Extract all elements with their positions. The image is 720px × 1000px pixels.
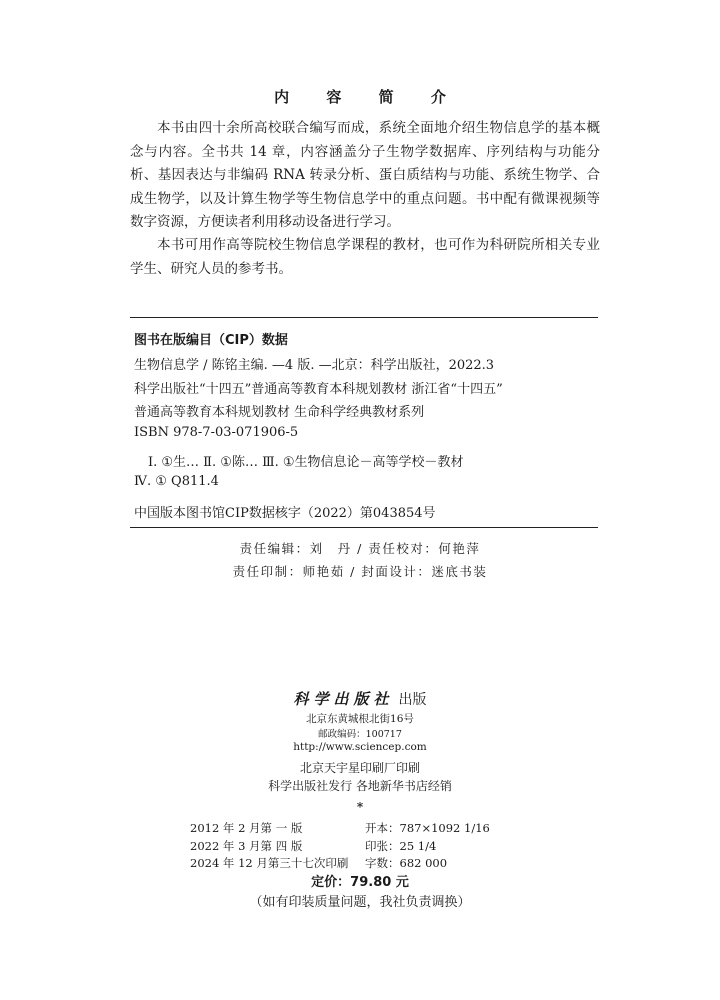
price-line — [0, 871, 720, 890]
publisher-suffix: 出版 — [398, 692, 427, 708]
edition-row-3 — [190, 855, 447, 871]
edition-1-format: 开本：787×1092 1/16 — [365, 821, 490, 835]
quality-notice: （如有印装质量问题，我社负责调换） — [249, 895, 471, 910]
publisher-postcode: 邮政编码：100717 — [318, 729, 402, 740]
cip-bottom-rule — [130, 527, 598, 528]
edition-3-date: 2024 年 12 月第三十七次印刷 — [190, 856, 349, 870]
summary-paragraph-1: 本书由四十余所高校联合编写而成，系统全面地介绍生物信息学的基本概念与内容。全书共 14 章，内容涵盖分子生物学数据库、序列结构与功能分析、基因表达与非编码 RNA 转录分析、蛋白质结构与功能、系统生物学、合成生物学，以及计算生物学等生物信息学中的重点问题。书中配有微课视频等数字资源，方便读者利用移动设备进行学习。 — [130, 120, 600, 230]
distribution-line: 科学出版社发行 各地新华书店经销 — [268, 779, 452, 793]
publisher-line — [0, 688, 720, 709]
publisher-address: 北京东黄城根北街16号 — [306, 713, 414, 725]
cip-line-title: 生物信息学 / 陈铭主编. —4 版. —北京：科学出版社，2022.3 — [134, 358, 495, 373]
publisher-website: http://www.sciencep.com — [293, 741, 427, 753]
edition-3-wordcount: 字数：682 000 — [365, 856, 448, 870]
price-value: 79.80 元 — [350, 875, 409, 890]
edition-2-date: 2022 年 3 月第 四 版 — [190, 839, 303, 853]
credit-line-editor: 责任编辑：刘 丹 / 责任校对：何艳萍 — [239, 541, 481, 556]
cip-heading: 图书在版编目（CIP）数据 — [134, 333, 288, 348]
printer-line: 北京天宇星印刷厂印刷 — [299, 761, 420, 775]
cip-line-series-2: 普通高等教育本科规划教材 生命科学经典教材系列 — [134, 405, 425, 420]
edition-row-1 — [190, 820, 490, 836]
cip-line-series-1: 科学出版社“十四五”普通高等教育本科规划教材 浙江省“十四五” — [134, 382, 503, 397]
cip-top-rule — [130, 317, 598, 318]
summary-paragraph-2: 本书可用作高等院校生物信息学课程的教材，也可作为科研院所相关专业学生、研究人员的参考书。 — [130, 237, 600, 277]
publisher-logo: 科学出版社 — [293, 690, 394, 708]
cip-line-isbn: ISBN 978-7-03-071906-5 — [134, 425, 299, 440]
summary-title: 内 容 简 介 — [274, 88, 462, 106]
separator-asterisk: * — [356, 800, 364, 814]
edition-1-date: 2012 年 2 月第 一 版 — [190, 821, 303, 835]
credit-line-printing: 责任印制：师艳茹 / 封面设计：迷底书装 — [232, 564, 488, 579]
cip-line-classification-1: Ⅰ. ①生… Ⅱ. ①陈… Ⅲ. ①生物信息论－高等学校－教材 — [148, 455, 464, 470]
cip-line-classification-2: Ⅳ. ① Q811.4 — [134, 474, 219, 489]
cip-line-record-number: 中国版本图书馆CIP数据核字（2022）第043854号 — [134, 506, 436, 521]
edition-2-sheets: 印张：25 1/4 — [365, 839, 437, 853]
price-label: 定价： — [311, 875, 351, 890]
edition-row-2 — [190, 838, 436, 854]
